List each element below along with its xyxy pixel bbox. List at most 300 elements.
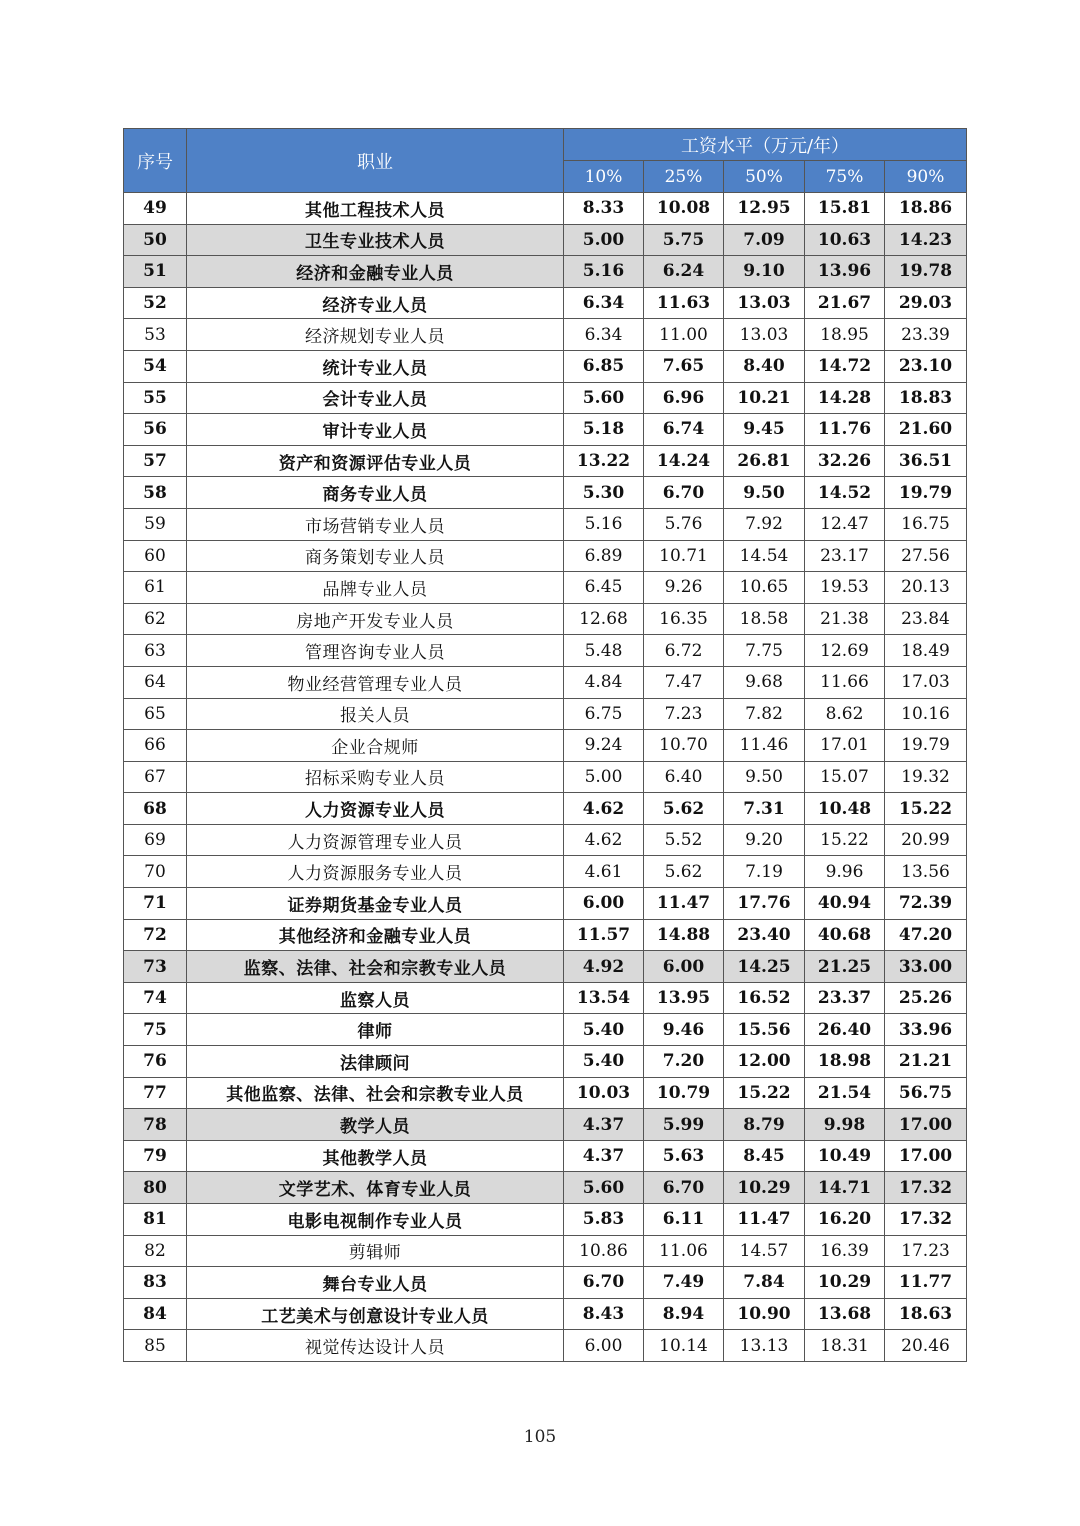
row-value: 14.71 [805,1172,885,1204]
table-row [124,982,967,1014]
row-index: 70 [124,856,187,888]
row-value: 15.81 [805,193,885,225]
table-row [124,1014,967,1046]
row-index: 59 [124,508,187,540]
row-value: 13.96 [805,256,885,288]
table-row [124,224,967,256]
row-occupation: 市场营销专业人员 [187,508,564,540]
row-value: 14.72 [805,350,885,382]
table-row [124,382,967,414]
row-occupation: 物业经营管理专业人员 [187,666,564,698]
row-index: 60 [124,540,187,572]
row-value: 9.50 [724,761,805,793]
row-value: 19.53 [805,572,885,604]
row-value: 6.45 [564,572,644,604]
row-value: 33.96 [885,1014,967,1046]
row-value: 7.19 [724,856,805,888]
row-value: 19.78 [885,256,967,288]
row-value: 40.68 [805,919,885,951]
row-value: 14.25 [724,951,805,983]
row-value: 7.65 [644,350,724,382]
row-value: 5.76 [644,508,724,540]
row-index: 75 [124,1014,187,1046]
row-value: 5.62 [644,793,724,825]
row-value: 16.75 [885,508,967,540]
row-value: 17.76 [724,888,805,920]
row-value: 6.72 [644,635,724,667]
row-value: 7.75 [724,635,805,667]
row-value: 11.46 [724,730,805,762]
row-value: 26.81 [724,445,805,477]
row-index: 66 [124,730,187,762]
row-value: 11.66 [805,666,885,698]
row-value: 6.34 [564,319,644,351]
row-value: 23.37 [805,982,885,1014]
row-value: 27.56 [885,540,967,572]
row-occupation: 资产和资源评估专业人员 [187,445,564,477]
row-value: 18.58 [724,603,805,635]
row-value: 6.75 [564,698,644,730]
table-row [124,888,967,920]
row-value: 6.24 [644,256,724,288]
row-value: 9.45 [724,414,805,446]
row-value: 6.85 [564,350,644,382]
table-row [124,1204,967,1236]
row-value: 9.20 [724,824,805,856]
row-index: 69 [124,824,187,856]
row-value: 14.28 [805,382,885,414]
row-value: 10.29 [724,1172,805,1204]
row-index: 73 [124,951,187,983]
row-index: 84 [124,1298,187,1330]
row-index: 82 [124,1235,187,1267]
row-occupation: 工艺美术与创意设计专业人员 [187,1298,564,1330]
row-value: 9.50 [724,477,805,509]
row-value: 6.70 [564,1267,644,1299]
row-occupation: 人力资源专业人员 [187,793,564,825]
row-value: 20.13 [885,572,967,604]
row-value: 17.00 [885,1140,967,1172]
row-value: 18.31 [805,1330,885,1362]
row-value: 7.20 [644,1046,724,1078]
row-occupation: 监察人员 [187,982,564,1014]
row-value: 6.00 [564,888,644,920]
row-value: 15.07 [805,761,885,793]
row-occupation: 经济和金融专业人员 [187,256,564,288]
row-index: 49 [124,193,187,225]
table-row [124,477,967,509]
row-value: 13.03 [724,287,805,319]
row-value: 11.06 [644,1235,724,1267]
row-index: 71 [124,888,187,920]
row-value: 5.60 [564,382,644,414]
row-occupation: 会计专业人员 [187,382,564,414]
table-row [124,1298,967,1330]
row-occupation: 监察、法律、社会和宗教专业人员 [187,951,564,983]
row-value: 16.35 [644,603,724,635]
row-occupation: 其他监察、法律、社会和宗教专业人员 [187,1077,564,1109]
row-value: 21.21 [885,1046,967,1078]
row-value: 10.49 [805,1140,885,1172]
row-value: 20.46 [885,1330,967,1362]
header-index: 序号 [124,129,187,193]
row-value: 18.98 [805,1046,885,1078]
row-index: 85 [124,1330,187,1362]
row-occupation: 统计专业人员 [187,350,564,382]
row-value: 7.84 [724,1267,805,1299]
row-value: 5.62 [644,856,724,888]
table-row [124,1235,967,1267]
row-value: 15.56 [724,1014,805,1046]
row-value: 12.00 [724,1046,805,1078]
row-value: 7.09 [724,224,805,256]
table-row [124,919,967,951]
table-row [124,666,967,698]
row-value: 13.22 [564,445,644,477]
row-value: 8.94 [644,1298,724,1330]
row-value: 14.54 [724,540,805,572]
row-value: 18.83 [885,382,967,414]
row-value: 5.48 [564,635,644,667]
row-index: 51 [124,256,187,288]
row-value: 7.47 [644,666,724,698]
row-value: 4.62 [564,824,644,856]
row-value: 33.00 [885,951,967,983]
row-occupation: 舞台专业人员 [187,1267,564,1299]
table-row [124,540,967,572]
row-value: 23.39 [885,319,967,351]
row-value: 5.60 [564,1172,644,1204]
row-value: 10.48 [805,793,885,825]
row-occupation: 审计专业人员 [187,414,564,446]
row-value: 12.47 [805,508,885,540]
row-value: 14.24 [644,445,724,477]
row-value: 21.54 [805,1077,885,1109]
header-occupation: 职业 [187,129,564,193]
row-value: 15.22 [724,1077,805,1109]
row-value: 5.52 [644,824,724,856]
row-index: 62 [124,603,187,635]
row-value: 4.62 [564,793,644,825]
row-value: 20.99 [885,824,967,856]
row-occupation: 法律顾问 [187,1046,564,1078]
table-row [124,1046,967,1078]
row-index: 77 [124,1077,187,1109]
row-value: 18.49 [885,635,967,667]
row-value: 11.76 [805,414,885,446]
row-value: 16.20 [805,1204,885,1236]
row-value: 6.00 [644,951,724,983]
table-row [124,603,967,635]
row-occupation: 其他教学人员 [187,1140,564,1172]
row-index: 72 [124,919,187,951]
row-occupation: 证券期货基金专业人员 [187,888,564,920]
row-occupation: 教学人员 [187,1109,564,1141]
row-value: 6.11 [644,1204,724,1236]
row-value: 9.68 [724,666,805,698]
row-value: 13.68 [805,1298,885,1330]
row-value: 8.33 [564,193,644,225]
row-value: 7.92 [724,508,805,540]
row-index: 52 [124,287,187,319]
table-row [124,572,967,604]
row-occupation: 其他工程技术人员 [187,193,564,225]
row-value: 21.67 [805,287,885,319]
row-value: 10.65 [724,572,805,604]
row-occupation: 经济规划专业人员 [187,319,564,351]
row-index: 63 [124,635,187,667]
row-value: 11.57 [564,919,644,951]
row-value: 9.98 [805,1109,885,1141]
row-value: 5.16 [564,256,644,288]
row-value: 17.01 [805,730,885,762]
row-value: 5.00 [564,224,644,256]
row-value: 13.03 [724,319,805,351]
row-value: 4.37 [564,1140,644,1172]
row-occupation: 报关人员 [187,698,564,730]
row-occupation: 人力资源服务专业人员 [187,856,564,888]
row-value: 23.40 [724,919,805,951]
row-value: 9.24 [564,730,644,762]
row-value: 5.30 [564,477,644,509]
row-value: 8.43 [564,1298,644,1330]
row-value: 6.70 [644,477,724,509]
row-value: 14.52 [805,477,885,509]
row-index: 80 [124,1172,187,1204]
row-value: 11.47 [724,1204,805,1236]
row-value: 14.88 [644,919,724,951]
row-value: 10.90 [724,1298,805,1330]
row-occupation: 商务策划专业人员 [187,540,564,572]
row-value: 8.79 [724,1109,805,1141]
table-row [124,824,967,856]
row-index: 74 [124,982,187,1014]
table-row [124,1109,967,1141]
row-value: 7.23 [644,698,724,730]
row-index: 79 [124,1140,187,1172]
header-wage-group: 工资水平（万元/年） [564,129,967,161]
row-value: 11.00 [644,319,724,351]
row-value: 17.32 [885,1172,967,1204]
row-value: 17.23 [885,1235,967,1267]
row-value: 19.79 [885,477,967,509]
row-occupation: 视觉传达设计人员 [187,1330,564,1362]
header-percentile: 90% [885,161,967,193]
row-occupation: 经济专业人员 [187,287,564,319]
row-value: 10.16 [885,698,967,730]
header-percentile: 10% [564,161,644,193]
row-value: 26.40 [805,1014,885,1046]
header-percentile: 75% [805,161,885,193]
row-occupation: 文学艺术、体育专业人员 [187,1172,564,1204]
row-value: 11.47 [644,888,724,920]
row-occupation: 人力资源管理专业人员 [187,824,564,856]
row-value: 40.94 [805,888,885,920]
row-value: 6.74 [644,414,724,446]
row-value: 9.10 [724,256,805,288]
row-value: 16.39 [805,1235,885,1267]
row-value: 19.79 [885,730,967,762]
row-value: 7.49 [644,1267,724,1299]
row-value: 5.00 [564,761,644,793]
row-value: 10.71 [644,540,724,572]
row-value: 13.56 [885,856,967,888]
row-index: 76 [124,1046,187,1078]
row-value: 6.40 [644,761,724,793]
table-header [124,129,967,193]
row-value: 36.51 [885,445,967,477]
row-value: 11.63 [644,287,724,319]
row-value: 23.17 [805,540,885,572]
row-index: 67 [124,761,187,793]
row-index: 83 [124,1267,187,1299]
table-row [124,508,967,540]
row-value: 5.83 [564,1204,644,1236]
row-value: 18.86 [885,193,967,225]
table-row [124,1330,967,1362]
row-value: 5.63 [644,1140,724,1172]
row-value: 56.75 [885,1077,967,1109]
row-value: 10.86 [564,1235,644,1267]
row-occupation: 律师 [187,1014,564,1046]
row-value: 4.61 [564,856,644,888]
row-value: 9.96 [805,856,885,888]
row-value: 21.60 [885,414,967,446]
row-index: 56 [124,414,187,446]
row-index: 57 [124,445,187,477]
row-occupation: 卫生专业技术人员 [187,224,564,256]
row-value: 7.31 [724,793,805,825]
table-row [124,319,967,351]
row-value: 72.39 [885,888,967,920]
row-value: 19.32 [885,761,967,793]
row-occupation: 品牌专业人员 [187,572,564,604]
row-value: 29.03 [885,287,967,319]
row-value: 4.92 [564,951,644,983]
table-row [124,1077,967,1109]
row-value: 5.40 [564,1014,644,1046]
table-row [124,730,967,762]
table-row [124,256,967,288]
header-percentile: 25% [644,161,724,193]
row-value: 32.26 [805,445,885,477]
row-value: 5.40 [564,1046,644,1078]
row-value: 10.29 [805,1267,885,1299]
row-value: 5.99 [644,1109,724,1141]
table-row [124,635,967,667]
table-row [124,287,967,319]
row-index: 54 [124,350,187,382]
row-occupation: 商务专业人员 [187,477,564,509]
table-row [124,698,967,730]
row-index: 81 [124,1204,187,1236]
row-value: 9.46 [644,1014,724,1046]
page-number: 105 [523,1427,557,1447]
table-row [124,1267,967,1299]
row-value: 15.22 [805,824,885,856]
row-value: 4.84 [564,666,644,698]
row-value: 14.23 [885,224,967,256]
row-value: 5.18 [564,414,644,446]
table-row [124,856,967,888]
row-index: 50 [124,224,187,256]
row-occupation: 企业合规师 [187,730,564,762]
row-value: 16.52 [724,982,805,1014]
header-percentile: 50% [724,161,805,193]
row-value: 23.10 [885,350,967,382]
row-value: 15.22 [885,793,967,825]
table-row [124,793,967,825]
row-index: 78 [124,1109,187,1141]
row-value: 18.95 [805,319,885,351]
row-value: 25.26 [885,982,967,1014]
row-index: 61 [124,572,187,604]
table-row [124,951,967,983]
row-value: 10.21 [724,382,805,414]
row-value: 12.68 [564,603,644,635]
row-index: 55 [124,382,187,414]
row-value: 23.84 [885,603,967,635]
row-value: 17.03 [885,666,967,698]
row-value: 10.79 [644,1077,724,1109]
row-value: 17.00 [885,1109,967,1141]
row-value: 17.32 [885,1204,967,1236]
table-row [124,761,967,793]
row-value: 10.14 [644,1330,724,1362]
row-value: 10.08 [644,193,724,225]
row-value: 7.82 [724,698,805,730]
row-value: 6.96 [644,382,724,414]
row-value: 6.70 [644,1172,724,1204]
table-body [124,193,967,1362]
table-row [124,1172,967,1204]
row-index: 68 [124,793,187,825]
row-occupation: 管理咨询专业人员 [187,635,564,667]
row-occupation: 招标采购专业人员 [187,761,564,793]
row-value: 11.77 [885,1267,967,1299]
row-value: 4.37 [564,1109,644,1141]
table-row [124,193,967,225]
table-row [124,414,967,446]
row-value: 10.63 [805,224,885,256]
row-value: 13.95 [644,982,724,1014]
row-index: 58 [124,477,187,509]
row-value: 8.62 [805,698,885,730]
table-row [124,350,967,382]
row-value: 21.25 [805,951,885,983]
row-index: 53 [124,319,187,351]
row-value: 12.69 [805,635,885,667]
row-value: 13.54 [564,982,644,1014]
row-value: 10.70 [644,730,724,762]
row-occupation: 剪辑师 [187,1235,564,1267]
row-value: 18.63 [885,1298,967,1330]
row-value: 12.95 [724,193,805,225]
row-occupation: 房地产开发专业人员 [187,603,564,635]
row-occupation: 电影电视制作专业人员 [187,1204,564,1236]
row-value: 8.45 [724,1140,805,1172]
row-value: 5.75 [644,224,724,256]
row-value: 13.13 [724,1330,805,1362]
row-occupation: 其他经济和金融专业人员 [187,919,564,951]
row-value: 9.26 [644,572,724,604]
row-value: 47.20 [885,919,967,951]
row-index: 64 [124,666,187,698]
row-index: 65 [124,698,187,730]
row-value: 21.38 [805,603,885,635]
table-row [124,1140,967,1172]
row-value: 6.34 [564,287,644,319]
